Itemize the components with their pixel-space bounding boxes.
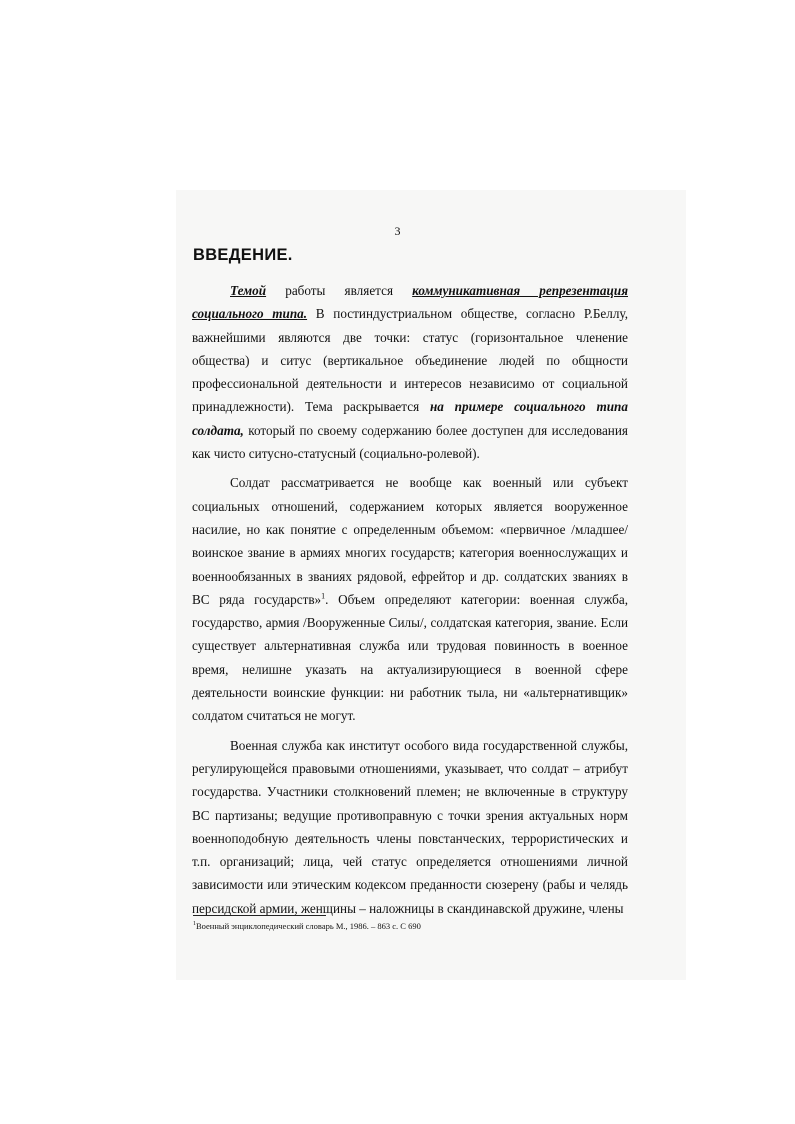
paragraph-text: В постиндустриальном обществе, согласно Р.Беллу, важнейшими являются две точки: статус (горизонтальное членение общества) и ситус (вертикальное объединение людей по общности профессиональной деятельности и интересов независимо от социальной принадлежности). Тема раскрывается xyxy=(192,306,628,415)
footnote-separator xyxy=(193,915,326,916)
topic-emphasis: коммуникативная репрезентация социального типа. xyxy=(192,283,628,322)
footnote-number: 1 xyxy=(193,921,196,927)
paragraph-military-service xyxy=(192,734,628,920)
example-emphasis: на примере социального типа солдата, xyxy=(192,399,628,438)
body-text xyxy=(192,279,628,920)
page-heading: ВВЕДЕНИЕ. xyxy=(193,246,293,264)
term-emphasis: Темой xyxy=(230,283,267,298)
paragraph-topic xyxy=(192,279,628,465)
footnote-text: Военный энциклопедический словарь М., 1986. – 863 с. С 690 xyxy=(196,920,421,931)
paragraph-text: работы является xyxy=(266,283,413,298)
footnote xyxy=(193,919,421,932)
footnote-reference[interactable]: 1 xyxy=(321,591,326,601)
paragraph-text: . Объем определяют категории: военная служба, государство, армия /Вооруженные Силы/, солдатская категория, звание. Если существует альтернативная служба или трудовая повинность в военное время, нелишне указать на актуализирующиеся в военной сфере деятельности воинские функции: ни работник тыла, ни «альтернативщик» солдатом считаться не могут. xyxy=(192,591,628,724)
paragraph-text: Солдат рассматривается не вообще как военный или субъект социальных отношений, содержанием которых является вооруженное насилие, но как понятие с определенным объемом: «первичное /младшее/ воинское звание в армиях многих государств; категория военнослужащих и военнообязанных в званиях рядовой, ефрейтор и др. солдатских званиях в ВС ряда государств» xyxy=(192,475,628,607)
paragraph-text: Военная служба как институт особого вида государственной службы, регулирующейся правовыми отношениями, указывает, что солдат – атрибут государства. Участники столкновений племен; не включенные в структуру ВС партизаны; ведущие противоправную с точки зрения актуальных норм военноподобную деятельность члены повстанческих, террористических и т.п. организаций; лица, чей статус определяется отношениями личной зависимости или этическим кодексом преданности сюзерену (рабы и челядь персидской армии, женщины – наложницы в скандинавской дружине, члены xyxy=(192,737,628,916)
paragraph-text: который по своему содержанию более доступен для исследования как чисто ситусно-статусный (социально-ролевой). xyxy=(192,422,628,462)
paragraph-soldier-definition xyxy=(192,471,628,727)
page-number: 3 xyxy=(394,224,401,238)
